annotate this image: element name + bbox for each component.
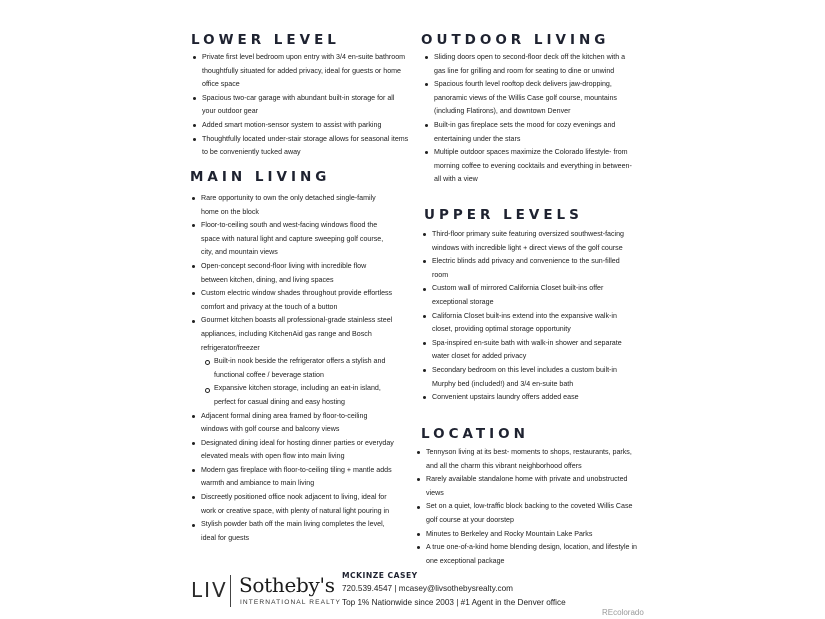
- agent-name: MCKINZE CASEY: [342, 571, 418, 580]
- list-item: [190, 314, 394, 409]
- list-item: A true one-of-a-kind home blending design, location, and lifestyle in one exceptional package: [415, 541, 637, 568]
- upper-levels-list: [421, 228, 635, 405]
- list-item: Modern gas fireplace with floor-to-ceiling tiling + mantle adds warmth and ambiance to main living: [190, 464, 394, 491]
- list-item: Minutes to Berkeley and Rocky Mountain Lake Parks: [415, 528, 637, 542]
- list-item: Custom electric window shades throughout provide effortless comfort and privacy at the touch of a button: [190, 287, 394, 314]
- list-item: Secondary bedroom on this level includes a custom built-in Murphy bed (included!) and 3/4 en-suite bath: [421, 364, 635, 391]
- list-item: Open-concept second-floor living with incredible flow between kitchen, dining, and living spaces: [190, 260, 394, 287]
- list-item: Electric blinds add privacy and convenience to the sun-filled room: [421, 255, 635, 282]
- sub-list-item: Expansive kitchen storage, including an eat-in island, perfect for casual dining and easy hosting: [203, 382, 394, 409]
- list-item: Rarely available standalone home with private and unobstructed views: [415, 473, 637, 500]
- list-item: Discreetly positioned office nook adjacent to living, ideal for work or creative space, with plenty of natural light pouring in: [190, 491, 394, 518]
- main-living-heading: MAIN LIVING: [190, 169, 331, 185]
- outdoor-living-list: [423, 51, 637, 187]
- upper-levels-heading: UPPER LEVELS: [424, 207, 583, 223]
- lower-level-list: [191, 51, 409, 160]
- lower-level-heading: LOWER LEVEL: [191, 32, 340, 48]
- location-heading: LOCATION: [421, 426, 529, 442]
- main-living-list: [190, 192, 394, 545]
- liv-logo: LIV: [191, 578, 228, 602]
- list-item: Adjacent formal dining area framed by floor-to-ceiling windows with golf course and balcony views: [190, 410, 394, 437]
- list-item: Designated dining ideal for hosting dinner parties or everyday elevated meals with open flow into main living: [190, 437, 394, 464]
- list-item: Spa-inspired en-suite bath with walk-in shower and separate water closet for added privacy: [421, 337, 635, 364]
- list-item: Rare opportunity to own the only detached single-family home on the block: [190, 192, 394, 219]
- list-item: Multiple outdoor spaces maximize the Colorado lifestyle- from morning coffee to evening cocktails and everything in between- all with a view: [423, 146, 637, 187]
- location-list: [415, 446, 637, 568]
- list-item: Built-in gas fireplace sets the mood for cozy evenings and entertaining under the stars: [423, 119, 637, 146]
- list-item: Tennyson living at its best- moments to shops, restaurants, parks, and all the charm this vibrant neighborhood offers: [415, 446, 637, 473]
- list-item: Custom wall of mirrored California Closet built-ins offer exceptional storage: [421, 282, 635, 309]
- sub-list-item: Built-in nook beside the refrigerator offers a stylish and functional coffee / beverage station: [203, 355, 394, 382]
- list-item: California Closet built-ins extend into the expansive walk-in closet, providing optimal storage opportunity: [421, 310, 635, 337]
- sothebys-logo: Sotheby's: [239, 573, 335, 597]
- list-item: Spacious fourth level rooftop deck delivers jaw-dropping, panoramic views of the Willis Case golf course, mountains (including Flatirons), and downtown Denver: [423, 78, 637, 119]
- list-item: Set on a quiet, low-traffic block backing to the coveted Willis Case golf course at your doorstep: [415, 500, 637, 527]
- agent-tagline: Top 1% Nationwide since 2003 | #1 Agent in the Denver office: [342, 598, 566, 607]
- list-item: Convenient upstairs laundry offers added ease: [421, 391, 635, 405]
- agent-contact: 720.539.4547 | mcasey@livsothebysrealty.com: [342, 584, 513, 593]
- list-item: Thoughtfully located under-stair storage allows for seasonal items to be conveniently tucked away: [191, 133, 409, 160]
- outdoor-living-heading: OUTDOOR LIVING: [421, 32, 610, 48]
- list-item-text: Gourmet kitchen boasts all professional-grade stainless steel appliances, including KitchenAid gas range and Bosch refrigerator/freezer: [201, 316, 393, 352]
- recolorado-watermark: REcolorado: [602, 608, 644, 617]
- international-realty-label: INTERNATIONAL REALTY: [240, 599, 342, 606]
- list-item: Floor-to-ceiling south and west-facing windows flood the space with natural light and capture sweeping golf course, city, and mountain views: [190, 219, 394, 260]
- list-item: Added smart motion-sensor system to assist with parking: [191, 119, 409, 133]
- list-item: Third-floor primary suite featuring oversized southwest-facing windows with incredible light + direct views of the golf course: [421, 228, 635, 255]
- list-item: Spacious two-car garage with abundant built-in storage for all your outdoor gear: [191, 92, 409, 119]
- list-item: Sliding doors open to second-floor deck off the kitchen with a gas line for grilling and room for seating to dine or unwind: [423, 51, 637, 78]
- list-item: Stylish powder bath off the main living completes the level, ideal for guests: [190, 518, 394, 545]
- logo-divider: [230, 575, 231, 607]
- kitchen-sublist: [203, 355, 394, 409]
- list-item: Private first level bedroom upon entry with 3/4 en-suite bathroom thoughtfully situated for added privacy, ideal for guests or home office space: [191, 51, 409, 92]
